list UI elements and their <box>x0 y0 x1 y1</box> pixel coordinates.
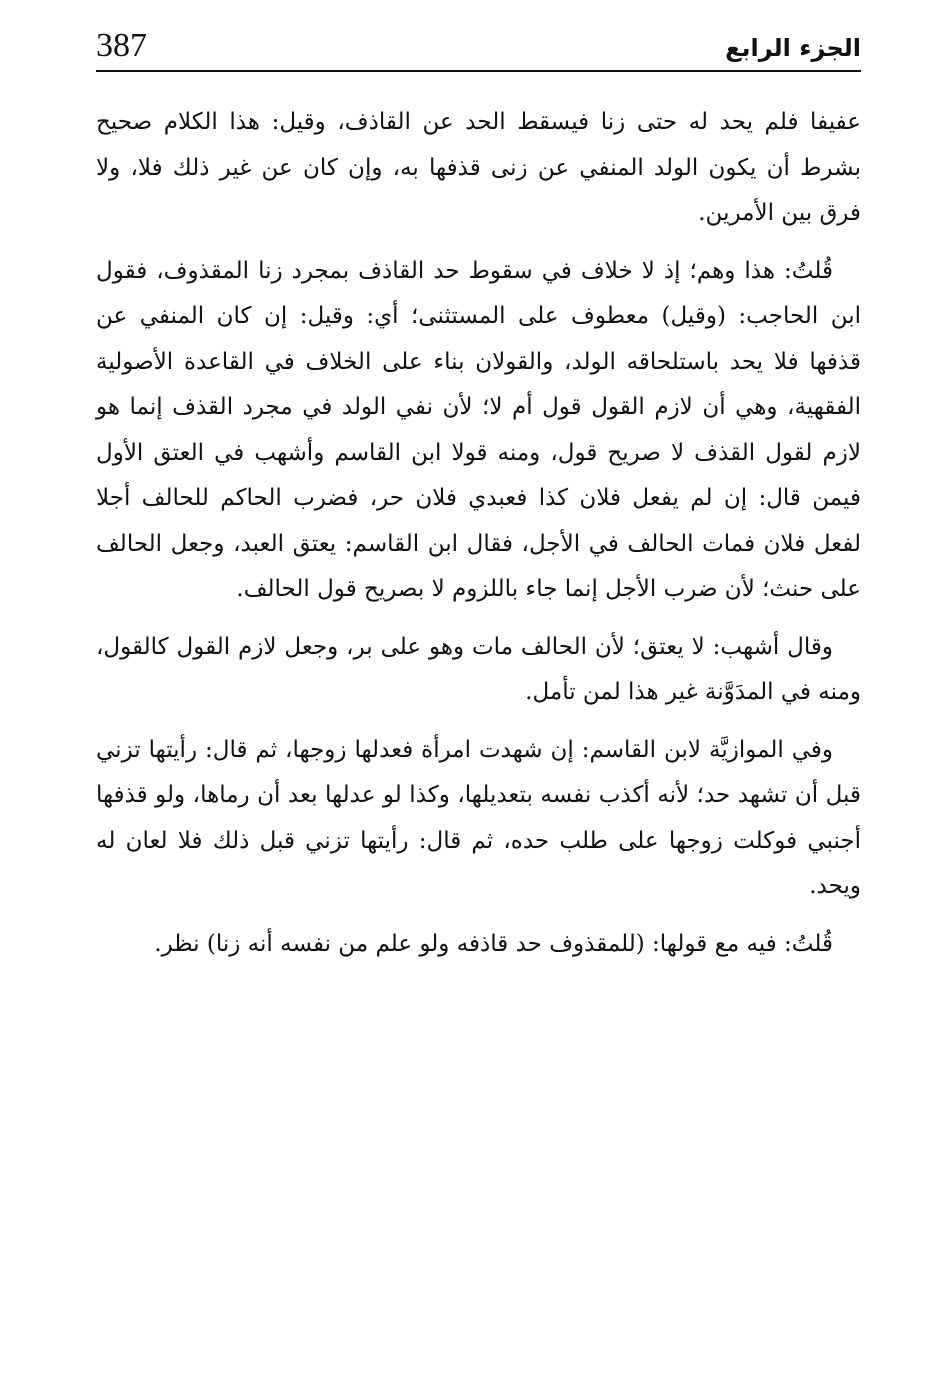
page-number: 387 <box>96 27 147 64</box>
paragraph: عفيفا فلم يحد له حتى زنا فيسقط الحد عن القاذف، وقيل: هذا الكلام صحيح بشرط أن يكون الولد المنفي عن زنى قذفها به، وإن كان عن غير ذلك فلا، ولا فرق بين الأمرين. <box>96 109 861 226</box>
paragraph: قُلتُ: فيه مع قولها: (للمقذوف حد قاذفه ولو علم من نفسه أنه زنا) نظر. <box>154 930 833 957</box>
running-title: الجزء الرابع <box>725 34 861 62</box>
body-text <box>96 100 861 979</box>
page-header <box>96 22 861 72</box>
paragraph: قُلتُ: هذا وهم؛ إذ لا خلاف في سقوط حد القاذف بمجرد زنا المقذوف، فقول ابن الحاجب: (وقيل) معطوف على المستثنى؛ أي: وقيل: إن كان المنفي عن قذفها فلا يحد باستلحاقه الولد، والقولان بناء على الخلاف في القاعدة الأصولية الفقهية، وهي أن لازم القول قول أم لا؛ لأن نفي الولد في مجرد القذف إنما هو لازم لقول القذف لا صريح قول، ومنه قولا ابن القاسم وأشهب في العتق الأول فيمن قال: إن لم يفعل فلان كذا فعبدي فلان حر، فضرب الحاكم للحالف أجلا لفعل فلان فمات الحالف في الأجل، فقال ابن القاسم: يعتق العبد، وجعل الحالف على حنث؛ لأن ضرب الأجل إنما جاء باللزوم لا بصريح قول الحالف. <box>96 257 861 602</box>
paragraph: وفي الموازيَّة لابن القاسم: إن شهدت امرأة فعدلها زوجها، ثم قال: رأيتها تزني قبل أن تشهد حد؛ لأنه أكذب نفسه بتعديلها، وكذا لو عدلها بعد أن رماها، ولو قذفها أجنبي فوكلت زوجها على طلب حده، ثم قال: رأيتها تزني قبل ذلك فلا لعان له ويحد. <box>96 736 861 899</box>
paragraph: وقال أشهب: لا يعتق؛ لأن الحالف مات وهو على بر، وجعل لازم القول كالقول، ومنه في المدَوَّنة غير هذا لمن تأمل. <box>96 633 861 705</box>
